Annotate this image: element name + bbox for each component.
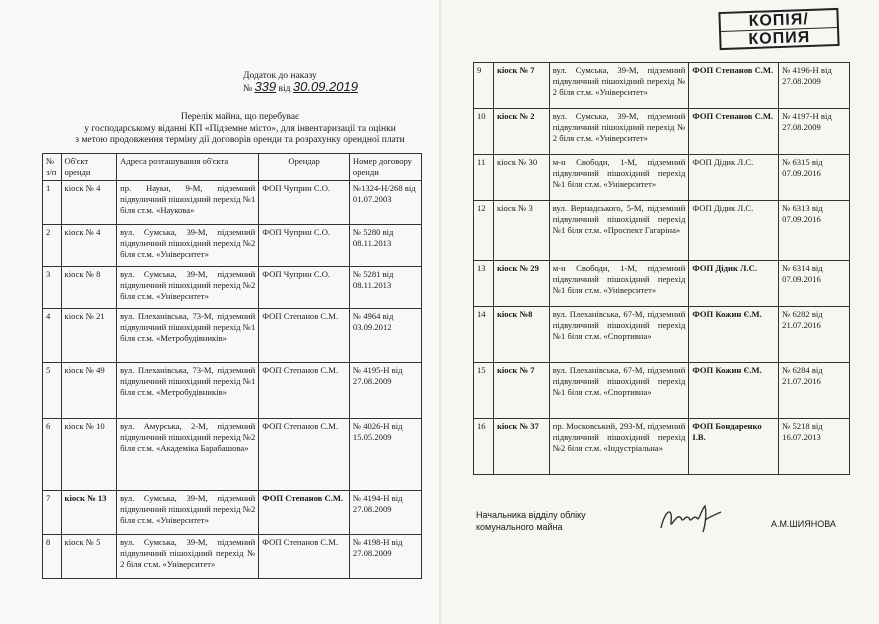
table-row (474, 261, 850, 307)
row-object: кіоск № 29 (493, 261, 549, 307)
row-renter: ФОП Дідик Л.С. (689, 155, 779, 201)
row-number: 16 (474, 419, 494, 475)
table-row (474, 155, 850, 201)
stamp-line-2: КОПИЯ (748, 28, 811, 49)
property-table-left (42, 153, 422, 579)
row-object: кіоск №8 (493, 307, 549, 363)
row-object: кіоск № 13 (61, 491, 117, 535)
row-renter: ФОП Чуприн С.О. (259, 181, 350, 225)
row-contract: № 4964 від 03.09.2012 (349, 309, 421, 363)
table-row (474, 307, 850, 363)
table-row (43, 267, 422, 309)
table-row (474, 419, 850, 475)
row-object: кіоск № 4 (61, 225, 117, 267)
row-address: вул. Сумська, 39-М, підземний підвуличний пішохідний перехід № 2 біля ст.м. «Університет» (549, 109, 689, 155)
row-contract: № 4026-Н від 15.05.2009 (349, 419, 421, 491)
row-object: кіоск № 4 (61, 181, 117, 225)
row-renter: ФОП Степанов С.М. (259, 419, 350, 491)
order-date: 30.09.2019 (292, 79, 358, 94)
row-address: вул. Плеханівська, 67-М, підземний підвуличний пішохідний перехід №1 біля ст.м. «Спортивна» (549, 363, 689, 419)
row-number: 5 (43, 363, 62, 419)
row-number: 8 (43, 535, 62, 579)
row-number: 3 (43, 267, 62, 309)
date-prefix: від (278, 84, 291, 94)
row-renter: ФОП Чуприн С.О. (259, 225, 350, 267)
signature-title-line-2: комунального майна (476, 521, 563, 532)
row-number: 7 (43, 491, 62, 535)
row-address: вул. Сумська, 39-М, підземний підвуличний пішохідний перехід №2 біля ст.м. «Університет» (117, 225, 259, 267)
row-number: 2 (43, 225, 62, 267)
table-row (474, 201, 850, 261)
row-address: вул. Плеханівська, 73-М, підземний підвуличний пішохідний перехід №1 біля ст.м. «Метробудівників» (117, 363, 259, 419)
row-object: кіоск № 30 (493, 155, 549, 201)
row-address: вул. Амурська, 2-М, підземний підвуличний пішохідний перехід №2 біля ст.м. «Академіка Барабашова» (117, 419, 259, 491)
row-address: м-н Свободи, 1-М, підземний підвуличний пішохідний перехід №1 біля ст.м. «Університет» (549, 261, 689, 307)
table-row (43, 181, 422, 225)
stamp-line-1: КОПІЯ/ (720, 10, 837, 32)
document-title (60, 112, 420, 147)
row-address: м-н Свободи, 1-М, підземний підвуличний пішохідний перехід №1 біля ст.м. «Університет» (549, 155, 689, 201)
row-address: вул. Вернадського, 5-М, підземний підвуличний пішохідний перехід №1 біля ст.м. «Проспект Гагаріна» (549, 201, 689, 261)
header-renter: Орендар (259, 154, 350, 181)
row-contract: №1324-Н/268 від 01.07.2003 (349, 181, 421, 225)
header-contract: Номер договору оренди (349, 154, 421, 181)
row-renter: ФОП Степанов С.М. (259, 535, 350, 579)
row-renter: ФОП Степанов С.М. (689, 63, 779, 109)
row-renter: ФОП Дідик Л.С. (689, 261, 779, 307)
row-renter: ФОП Кожин Є.М. (689, 363, 779, 419)
signature-title (476, 510, 586, 533)
row-renter: ФОП Кожин Є.М. (689, 307, 779, 363)
row-contract: № 6314 від 07.09.2016 (779, 261, 850, 307)
row-number: 14 (474, 307, 494, 363)
table-row (43, 309, 422, 363)
row-number: 1 (43, 181, 62, 225)
row-object: кіоск № 37 (493, 419, 549, 475)
table-row (474, 363, 850, 419)
signatory-name: А.М.ШИЯНОВА (771, 519, 836, 529)
row-address: вул. Сумська, 39-М, підземний підвуличний пішохідний перехід №2 біля ст.м. «Університет» (117, 267, 259, 309)
row-object: кіоск № 7 (493, 363, 549, 419)
header-number: № з/п (43, 154, 62, 181)
table-row (474, 63, 850, 109)
row-address: пр. Науки, 9-М, підземний підвуличний пішохідний перехід №1 біля ст.м. «Наукова» (117, 181, 259, 225)
row-contract: № 4194-Н від 27.08.2009 (349, 491, 421, 535)
row-number: 6 (43, 419, 62, 491)
row-object: кіоск № 5 (61, 535, 117, 579)
row-contract: № 5218 від 16.07.2013 (779, 419, 850, 475)
row-address: пр. Московський, 293-М, підземний підвуличний пішохідний перехід №2 біля ст.м. «Індустріальна» (549, 419, 689, 475)
appendix-number-line (243, 81, 403, 95)
row-address: вул. Сумська, 39-М, підземний підвуличний пішохідний перехід № 2 біля ст.м. «Університет» (117, 535, 259, 579)
signature-title-line-1: Начальника відділу обліку (476, 510, 586, 520)
row-object: кіоск № 21 (61, 309, 117, 363)
page-seam (439, 0, 441, 624)
row-contract: № 4195-Н від 27.08.2009 (349, 363, 421, 419)
row-contract: № 5280 від 08.11.2013 (349, 225, 421, 267)
table-row (43, 363, 422, 419)
row-number: 11 (474, 155, 494, 201)
row-object: кіоск № 10 (61, 419, 117, 491)
row-number: 15 (474, 363, 494, 419)
row-number: 4 (43, 309, 62, 363)
row-address: вул. Плеханівська, 67-М, підземний підвуличний пішохідний перехід №1 біля ст.м. «Спортивна» (549, 307, 689, 363)
appendix-header (243, 70, 358, 94)
row-contract: № 4196-Н від 27.08.2009 (779, 63, 850, 109)
row-contract: № 6282 від 21.07.2016 (779, 307, 850, 363)
row-contract: № 6284 від 21.07.2016 (779, 363, 850, 419)
row-object: кіоск № 7 (493, 63, 549, 109)
handwritten-signature (655, 500, 725, 536)
table-row (43, 491, 422, 535)
row-address: вул. Плеханівська, 73-М, підземний підвуличний пішохідний перехід №1 біля ст.м. «Метробудівників» (117, 309, 259, 363)
order-number: 339 (254, 79, 277, 94)
title-line-2: у господарському віданні КП «Підземне місто», для інвентаризації та оцінки (84, 123, 396, 134)
row-number: 9 (474, 63, 494, 109)
row-number: 12 (474, 201, 494, 261)
row-renter: ФОП Степанов С.М. (259, 309, 350, 363)
header-address: Адреса розташування об'єкта (117, 154, 259, 181)
number-prefix: № (243, 84, 253, 94)
copy-stamp (718, 8, 839, 50)
row-renter: ФОП Дідик Л.С. (689, 201, 779, 261)
row-renter: ФОП Степанов С.М. (259, 491, 350, 535)
row-renter: ФОП Чуприн С.О. (259, 267, 350, 309)
property-table-right (473, 62, 850, 475)
row-address: вул. Сумська, 39-М, підземний підвуличний пішохідний перехід № 2 біля ст.м. «Університет» (549, 63, 689, 109)
row-contract: № 6313 від 07.09.2016 (779, 201, 850, 261)
row-renter: ФОП Степанов С.М. (689, 109, 779, 155)
title-line-1: Перелік майна, що перебуває (180, 112, 300, 122)
row-renter: ФОП Степанов С.М. (259, 363, 350, 419)
row-number: 13 (474, 261, 494, 307)
row-object: кіоск № 49 (61, 363, 117, 419)
row-contract: № 5281 від 08.11.2013 (349, 267, 421, 309)
table-row (43, 535, 422, 579)
title-line-3: з метою продовження терміну дії договорів оренди та розрахунку орендної плати (75, 135, 405, 145)
row-contract: № 4198-Н від 27.08.2009 (349, 535, 421, 579)
row-renter: ФОП Бондаренко І.В. (689, 419, 779, 475)
header-object: Об'єкт оренди (61, 154, 117, 181)
row-object: кіоск № 2 (493, 109, 549, 155)
table-header-row (43, 154, 422, 181)
appendix-label: Додаток до наказу (243, 71, 317, 81)
row-object: кіоск № 8 (61, 267, 117, 309)
row-contract: № 4197-Н від 27.08.2009 (779, 109, 850, 155)
table-row (474, 109, 850, 155)
row-number: 10 (474, 109, 494, 155)
table-row (43, 419, 422, 491)
row-address: вул. Сумська, 39-М, підземний підвуличний пішохідний перехід №2 біля ст.м. «Університет» (117, 491, 259, 535)
row-contract: № 6315 від 07.09.2016 (779, 155, 850, 201)
table-row (43, 225, 422, 267)
row-object: кіоск № 3 (493, 201, 549, 261)
